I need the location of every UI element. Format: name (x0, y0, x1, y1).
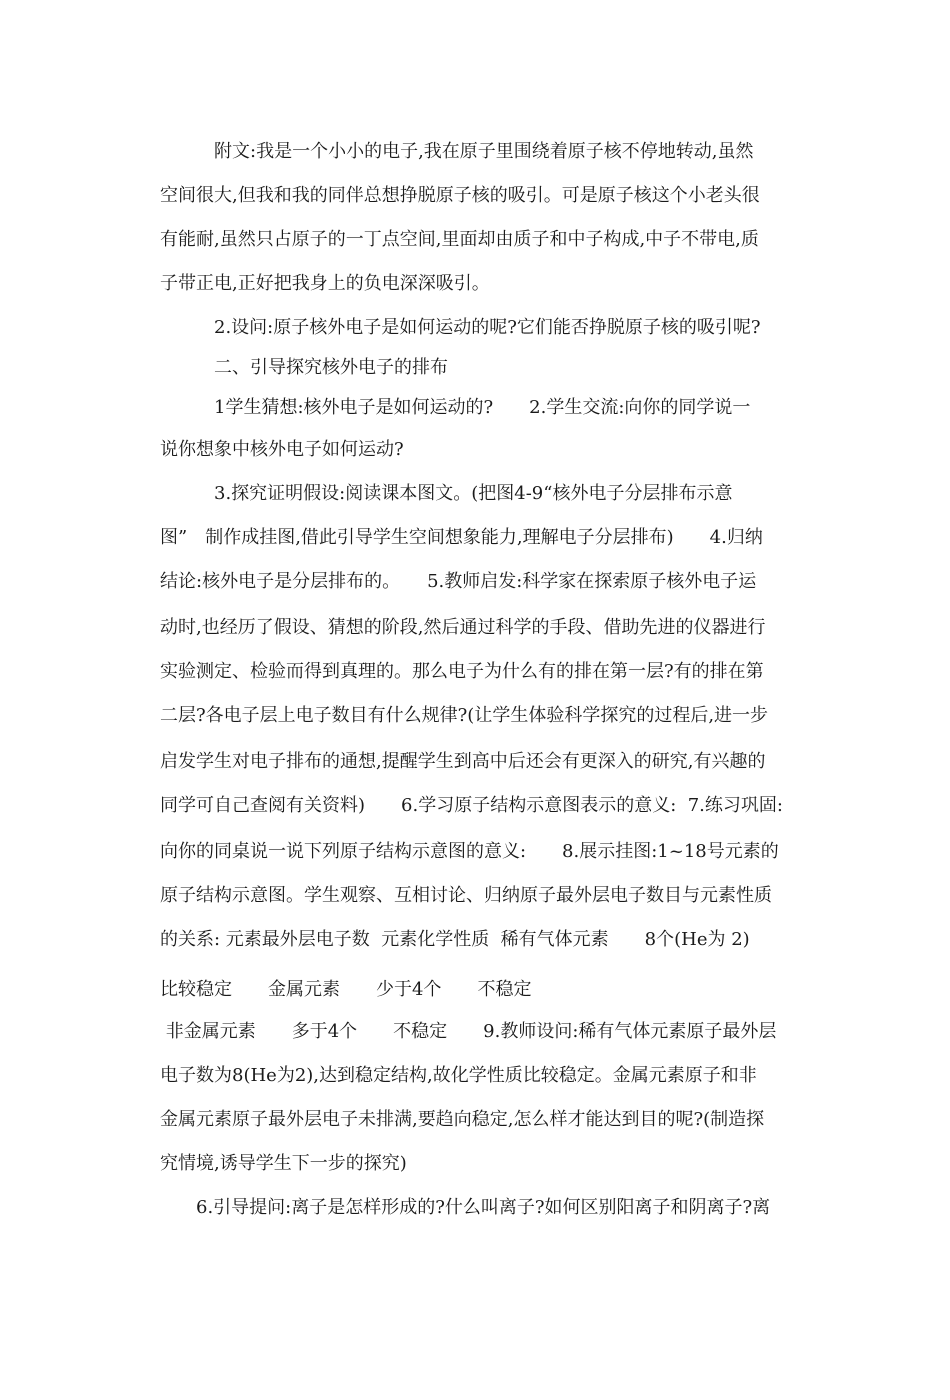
text-line: 原子结构示意图。学生观察、互相讨论、归纳原子最外层电子数目与元素性质 (160, 885, 772, 906)
text-line: 图” 制作成挂图,借此引导学生空间想象能力,理解电子分层排布) 4.归纳 (160, 527, 763, 548)
section-heading: 二、引导探究核外电子的排布 (160, 357, 448, 378)
text-line: 结论:核外电子是分层排布的。 5.教师启发:科学家在探索原子核外电子运 (160, 571, 757, 592)
text-line: 金属元素原子最外层电子未排满,要趋向稳定,怎么样才能达到目的呢?(制造探 (160, 1109, 765, 1130)
text-line: 二层?各电子层上电子数目有什么规律?(让学生体验科学探究的过程后,进一步 (160, 705, 769, 726)
text-line: 有能耐,虽然只占原子的一丁点空间,里面却由质子和中子构成,中子不带电,质 (160, 229, 759, 250)
text-line: 的关系: 元素最外层电子数 元素化学性质 稀有气体元素 8个(He为 2) (160, 929, 750, 950)
text-line: 说你想象中核外电子如何运动? (160, 439, 404, 460)
text-line: 实验测定、检验而得到真理的。那么电子为什么有的排在第一层?有的排在第 (160, 661, 764, 682)
text-line: 附文:我是一个小小的电子,我在原子里围绕着原子核不停地转动,虽然 (160, 141, 754, 162)
text-line: 向你的同桌说一说下列原子结构示意图的意义: 8.展示挂图:1~18号元素的 (160, 841, 779, 862)
text-line: 空间很大,但我和我的同伴总想挣脱原子核的吸引。可是原子核这个小老头很 (160, 185, 760, 206)
text-line: 2.设问:原子核外电子是如何运动的呢?它们能否挣脱原子核的吸引呢? (160, 317, 761, 338)
text-line: 同学可自己查阅有关资料) 6.学习原子结构示意图表示的意义: 7.练习巩固: (160, 795, 783, 816)
text-line: 动时,也经历了假设、猜想的阶段,然后通过科学的手段、借助先进的仪器进行 (160, 617, 766, 638)
text-line: 子带正电,正好把我身上的负电深深吸引。 (160, 273, 490, 294)
text-line: 6.引导提问:离子是怎样形成的?什么叫离子?如何区别阳离子和阴离子?离 (160, 1197, 771, 1218)
text-line: 非金属元素 多于4个 不稳定 9.教师设问:稀有气体元素原子最外层 (160, 1021, 777, 1042)
text-line: 1学生猜想:核外电子是如何运动的? 2.学生交流:向你的同学说一 (160, 397, 751, 418)
text-line: 电子数为8(He为2),达到稳定结构,故化学性质比较稳定。金属元素原子和非 (160, 1065, 757, 1086)
text-line: 启发学生对电子排布的通想,提醒学生到高中后还会有更深入的研究,有兴趣的 (160, 751, 766, 772)
text-line: 3.探究证明假设:阅读课本图文。(把图4-9“核外电子分层排布示意 (160, 483, 733, 504)
text-line: 究情境,诱导学生下一步的探究) (160, 1153, 407, 1174)
text-line: 比较稳定 金属元素 少于4个 不稳定 (160, 979, 532, 1000)
